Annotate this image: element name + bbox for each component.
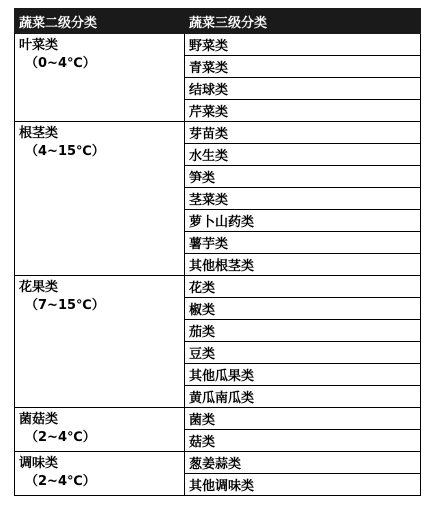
level3-category-cell: 茎菜类 xyxy=(185,188,421,210)
vegetable-classification-table xyxy=(14,8,421,496)
level3-category-cell: 结球类 xyxy=(185,78,421,100)
table-header xyxy=(15,9,421,34)
level2-category-temperature: （2~4℃） xyxy=(25,430,96,445)
level2-category-cell xyxy=(15,452,185,496)
table-row xyxy=(15,408,421,430)
table-row xyxy=(15,276,421,298)
level3-category-cell: 椒类 xyxy=(185,298,421,320)
table-body xyxy=(15,34,421,496)
level3-category-cell: 花类 xyxy=(185,276,421,298)
header-level2-category: 蔬菜二级分类 xyxy=(15,9,185,34)
level3-category-cell: 其他根茎类 xyxy=(185,254,421,276)
level2-category-name: 花果类 xyxy=(19,280,59,295)
level3-category-cell: 笋类 xyxy=(185,166,421,188)
level2-category-cell xyxy=(15,276,185,408)
level3-category-cell: 水生类 xyxy=(185,144,421,166)
level3-category-cell: 萝卜山药类 xyxy=(185,210,421,232)
level3-category-cell: 野菜类 xyxy=(185,34,421,56)
vegetable-classification-table-wrapper xyxy=(14,8,420,496)
level3-category-cell: 豆类 xyxy=(185,342,421,364)
level2-category-temperature: （7~15℃） xyxy=(25,298,105,313)
level3-category-cell: 其他调味类 xyxy=(185,474,421,496)
level2-category-cell xyxy=(15,34,185,122)
level3-category-cell: 葱姜蒜类 xyxy=(185,452,421,474)
level2-category-name: 叶菜类 xyxy=(19,38,59,53)
table-row xyxy=(15,452,421,474)
level2-category-temperature: （4~15℃） xyxy=(25,144,105,159)
header-row xyxy=(15,9,421,34)
level3-category-cell: 芹菜类 xyxy=(185,100,421,122)
level2-category-cell xyxy=(15,408,185,452)
level2-category-name: 菌菇类 xyxy=(19,412,59,427)
header-level3-category: 蔬菜三级分类 xyxy=(185,9,421,34)
level2-category-name: 根茎类 xyxy=(19,126,59,141)
level2-category-name: 调味类 xyxy=(19,456,59,471)
level3-category-cell: 黄瓜南瓜类 xyxy=(185,386,421,408)
level3-category-cell: 其他瓜果类 xyxy=(185,364,421,386)
level3-category-cell: 茄类 xyxy=(185,320,421,342)
level3-category-cell: 薯芋类 xyxy=(185,232,421,254)
table-row xyxy=(15,34,421,56)
level3-category-cell: 芽苗类 xyxy=(185,122,421,144)
level2-category-cell xyxy=(15,122,185,276)
level3-category-cell: 青菜类 xyxy=(185,56,421,78)
level3-category-cell: 菇类 xyxy=(185,430,421,452)
level3-category-cell: 菌类 xyxy=(185,408,421,430)
level2-category-temperature: （0~4℃） xyxy=(25,56,96,71)
level2-category-temperature: （2~4℃） xyxy=(25,474,96,489)
table-row xyxy=(15,122,421,144)
